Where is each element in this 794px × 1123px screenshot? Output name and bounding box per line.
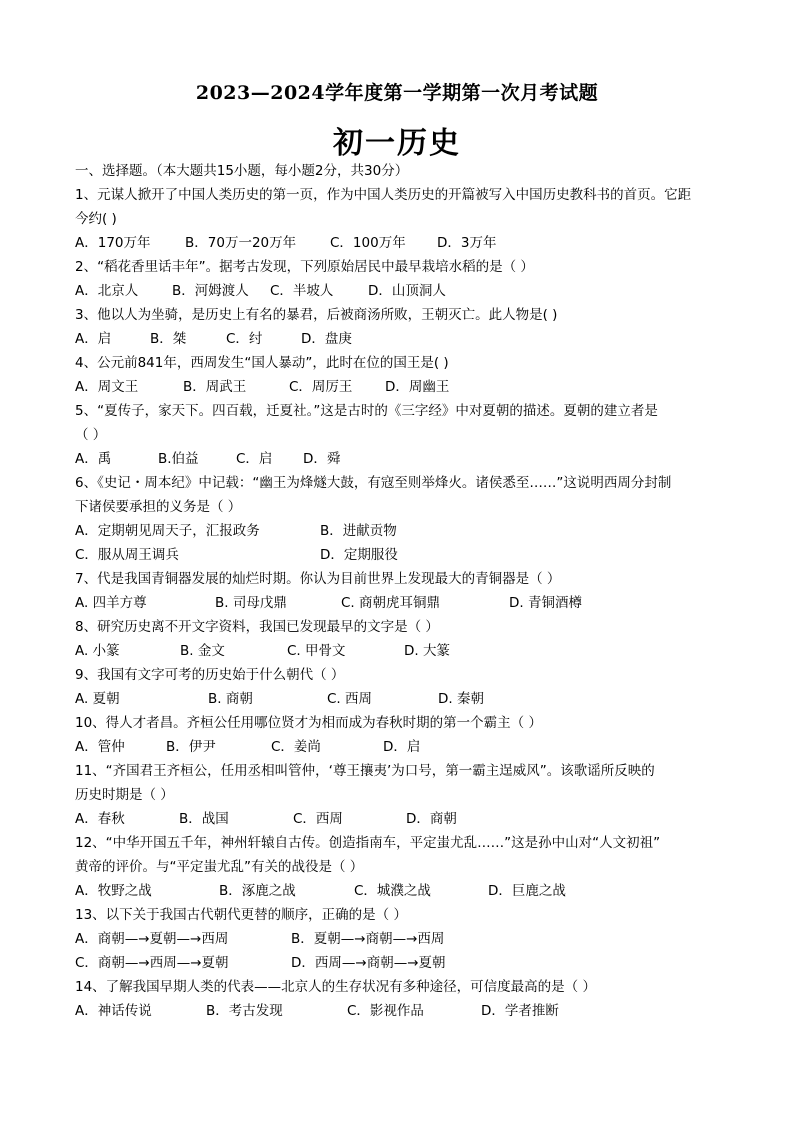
option: B．河姆渡人 <box>172 283 249 299</box>
question-stem: 8、研究历史离不开文字资料，我国已发现最早的文字是（ ） <box>75 619 439 635</box>
option: B. 商朝 <box>208 691 253 707</box>
option: D. 青铜酒樽 <box>509 595 582 611</box>
option: B．周武王 <box>183 379 247 395</box>
option: C. 商朝虎耳铜鼎 <box>341 595 441 611</box>
question-stem: 6、《史记・周本纪》中记载：“幽王为烽燧大鼓，有寇至则举烽火。诸侯悉至……”这说明西周分封制 <box>75 475 672 491</box>
option: D．商朝 <box>406 811 457 827</box>
question-stem: 1、元谋人掀开了中国人类历史的第一页，作为中国人类历史的开篇被写入中国历史教科书的首页。它距 <box>75 187 692 203</box>
option: B．涿鹿之战 <box>219 883 296 899</box>
option: D．学者推断 <box>481 1003 559 1019</box>
option: B．夏朝—→商朝—→西周 <box>291 931 445 947</box>
question-stem: 3、他以人为坐骑，是历史上有名的暴君，后被商汤所败，王朝灭亡。此人物是( ) <box>75 307 558 323</box>
question-stem: 14、了解我国早期人类的代表——北京人的生存状况有多种途径，可信度最高的是（ ） <box>75 979 596 995</box>
option: C．姜尚 <box>271 739 321 755</box>
option: C. 西周 <box>327 691 373 707</box>
question-stem: 12、“中华开国五千年，神州轩辕自古传。创造指南车，平定蚩尤乱……”这是孙中山对“人文初祖” <box>75 835 661 851</box>
option: A．商朝—→夏朝—→西周 <box>75 931 229 947</box>
question-stem: 4、公元前841年，西周发生“国人暴动”，此时在位的国王是( ) <box>75 355 449 371</box>
option: D．山顶洞人 <box>368 283 446 299</box>
question-stem: 黄帝的评价。与“平定蚩尤乱”有关的战役是（ ） <box>75 859 364 875</box>
option: B．进献贡物 <box>320 523 397 539</box>
option: C．纣 <box>226 331 263 347</box>
question-stem: 11、“齐国君王齐桓公，任用丞相叫管仲，‘尊王攘夷’为口号，第一霸主逞威风”。该歌谣所反映的 <box>75 763 655 779</box>
option: D．舜 <box>303 451 341 467</box>
option: A．周文王 <box>75 379 139 395</box>
option: A．北京人 <box>75 283 139 299</box>
option: D．周幽王 <box>385 379 450 395</box>
option: D．巨鹿之战 <box>488 883 566 899</box>
option: B.伯益 <box>158 451 199 467</box>
option: A．牧野之战 <box>75 883 152 899</box>
option: D．启 <box>383 739 421 755</box>
exam-title: 2023—2024学年度第一学期第一次月考试题 <box>195 82 599 104</box>
option: D．定期服役 <box>320 547 398 563</box>
option: B. 金文 <box>180 643 225 659</box>
option: C．城濮之战 <box>354 883 431 899</box>
option: A. 小篆 <box>75 643 120 659</box>
question-stem: 13、以下关于我国古代朝代更替的顺序，正确的是（ ） <box>75 907 407 923</box>
option: B．伊尹 <box>166 739 216 755</box>
option: C．西周 <box>293 811 343 827</box>
question-stem: 9、我国有文字可考的历史始于什么朝代（ ） <box>75 667 345 683</box>
option: D．盘庚 <box>301 331 352 347</box>
question-stem: 7、代是我国青铜器发展的灿烂时期。你认为目前世界上发现最大的青铜器是（ ） <box>75 571 561 587</box>
option: B. 司母戊鼎 <box>215 595 287 611</box>
option: C．启 <box>236 451 273 467</box>
question-stem: 10、得人才者昌。齐桓公任用哪位贤才为相而成为春秋时期的第一个霸主（ ） <box>75 715 542 731</box>
option: A．神话传说 <box>75 1003 152 1019</box>
question-stem: （ ） <box>75 427 107 443</box>
option: B．70万一20万年 <box>185 235 297 251</box>
option: D．西周—→商朝—→夏朝 <box>291 955 446 971</box>
option: D. 大篆 <box>404 643 450 659</box>
option: A．170万年 <box>75 235 151 251</box>
option: C. 甲骨文 <box>287 643 346 659</box>
option: A．定期朝见周天子，汇报政务 <box>75 523 260 539</box>
section-heading: 一、选择题。（本大题共15小题，每小题2分，共30分） <box>75 163 409 179</box>
question-stem: 历史时期是（ ） <box>75 787 174 803</box>
option: D．3万年 <box>437 235 497 251</box>
question-stem: 下诸侯要承担的义务是（ ） <box>75 499 242 515</box>
option: B．桀 <box>150 331 187 347</box>
option: C．商朝—→西周—→夏朝 <box>75 955 229 971</box>
question-stem: 今约( ) <box>75 211 117 227</box>
option: D. 秦朝 <box>438 691 484 707</box>
option: B．战国 <box>179 811 229 827</box>
option: A．管仲 <box>75 739 125 755</box>
option: C．半坡人 <box>270 283 334 299</box>
subject-title: 初一历史 <box>333 126 461 161</box>
question-stem: 5、“夏传子，家天下。四百载，迁夏社。”这是古时的《三字经》中对夏朝的描述。夏朝的建立者是 <box>75 403 658 419</box>
question-stem: 2、“稻花香里话丰年”。据考古发现，下列原始居民中最早栽培水稻的是（ ） <box>75 259 534 275</box>
option: B．考古发现 <box>206 1003 283 1019</box>
option: A. 夏朝 <box>75 691 120 707</box>
option: C．周厉王 <box>289 379 353 395</box>
option: C．影视作品 <box>347 1003 424 1019</box>
option: A．禹 <box>75 451 112 467</box>
option: C．服从周王调兵 <box>75 547 179 563</box>
option: A．启 <box>75 331 112 347</box>
option: A. 四羊方尊 <box>75 595 147 611</box>
option: A．春秋 <box>75 811 125 827</box>
option: C．100万年 <box>330 235 406 251</box>
